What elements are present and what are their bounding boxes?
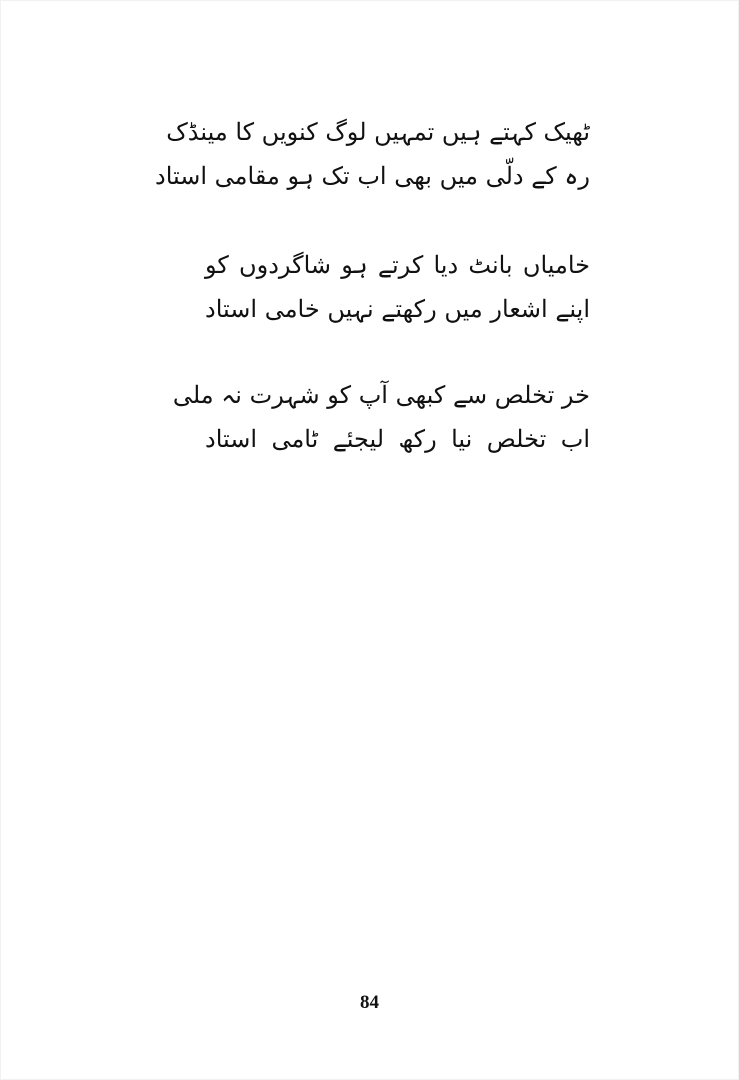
- verse-line: ٹھیک کہتے ہیں تمہیں لوگ کنویں کا مینڈک: [166, 118, 590, 146]
- poem-stanza-3: [172, 373, 590, 461]
- verse-line: خامیاں بانٹ دیا کرتے ہو شاگردوں کو: [205, 251, 590, 279]
- poem-stanza-2: [205, 243, 590, 331]
- verse-line: رہ کے دلّی میں بھی اب تک ہو مقامی استاد: [155, 162, 590, 190]
- verse-line: اب تخلص نیا رکھ لیجئے ٹامی استاد: [205, 425, 590, 453]
- page-number: 84: [360, 992, 379, 1013]
- verse-line: اپنے اشعار میں رکھتے نہیں خامی استاد: [205, 295, 590, 323]
- poem-stanza-1: [155, 110, 590, 198]
- verse-line: خر تخلص سے کبھی آپ کو شہرت نہ ملی: [172, 381, 590, 409]
